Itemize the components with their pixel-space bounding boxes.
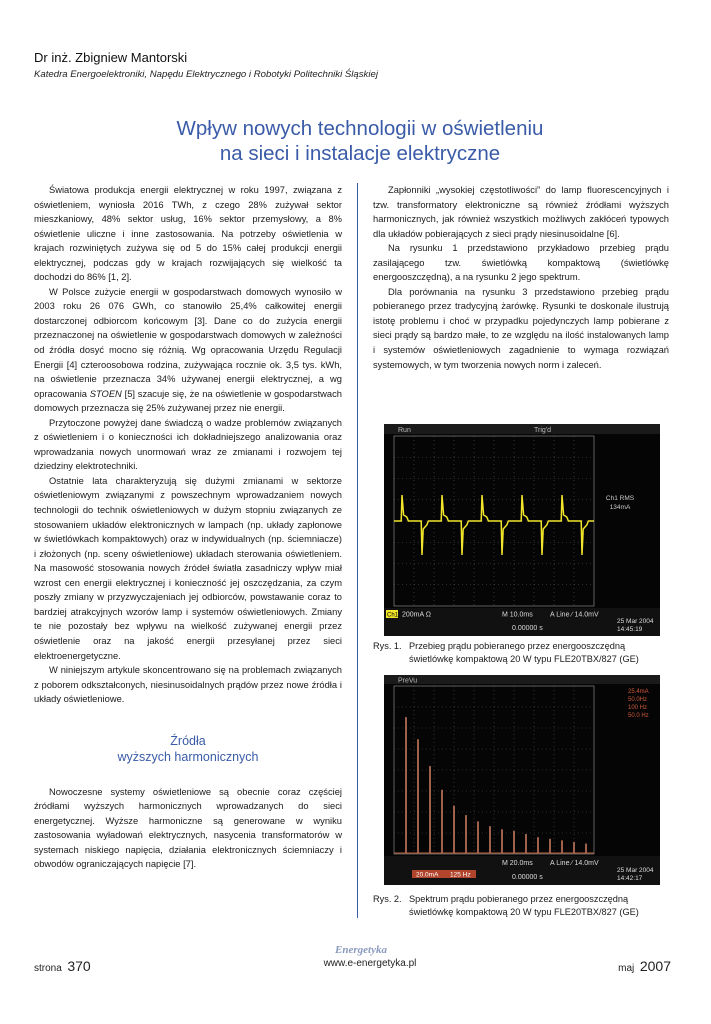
paragraph-3: Przytoczone powyżej dane świadczą o wadze problemów związanych z oświetleniem i o konieczności ich dokładniejszego analizowania oraz wprowadzania nowych unormowań wraz ze zmianami i rozwojem tej dziedziny elektrotechniki. bbox=[34, 417, 342, 472]
fig2-readout-1: 25.4mA bbox=[628, 689, 649, 695]
fig1-channel-scale: 200mA Ω bbox=[402, 611, 431, 619]
logo-text: Energetyka bbox=[335, 944, 387, 956]
fig1-channel-label: Ch1 bbox=[387, 612, 399, 619]
author-affiliation: Katedra Energoelektroniki, Napędu Elektrycznego i Robotyki Politechniki Śląskiej bbox=[34, 69, 378, 80]
fig1-caption-line-1: Przebieg prądu pobieranego przez energooszczędną bbox=[409, 641, 626, 651]
fig1-offset: 0.00000 s bbox=[512, 625, 543, 632]
paragraph-1: Światowa produkcja energii elektrycznej w roku 1997, związana z oświetleniem, wyniosła 2016 TWh, z czego 28% zużywał sektor mieszkaniowy, 48% sektor usług, 16% sektor przemysłowy, a 8% oświetlenie uliczne i inne zastosowania. Na potrzeby oświetlenia w krajach rozwiniętych zużywa się od 5 do 15% całej produkcji energii elektrycznej, podczas gdy w krajach rozwijających się wielkość ta dochodzi do 86% [1, 2]. bbox=[34, 185, 342, 283]
fig1-status-trig: Trig'd bbox=[534, 427, 552, 434]
footer-url[interactable]: www.e-energetyka.pl bbox=[323, 958, 417, 969]
figure-2-spectrum bbox=[384, 675, 660, 885]
fig2-status-prevu: PreVu bbox=[398, 677, 418, 685]
column-left bbox=[34, 183, 342, 872]
fig2-readout-2: 50.0Hz bbox=[628, 697, 648, 703]
fig1-caption-label: Rys. 1. bbox=[373, 641, 402, 651]
fig1-status-run: Run bbox=[398, 427, 411, 434]
paragraph-2-text-b: [5] szacuje się, że na oświetlenie w gospodarstwach domowych przeznacza się 25% zużywanej przez nie energii. bbox=[34, 388, 342, 414]
column-right bbox=[373, 183, 669, 372]
issue-month: maj bbox=[618, 963, 635, 974]
column-divider bbox=[357, 183, 358, 918]
author-name: Dr inż. Zbigniew Mantorski bbox=[34, 50, 188, 65]
fig2-caption-line-2: świetlówkę kompaktową 20 W typu FLE20TBX/827 (GE) bbox=[409, 906, 639, 917]
figure-2-caption bbox=[373, 893, 673, 918]
section-heading bbox=[34, 733, 342, 765]
fig1-time: 14:45:19 bbox=[617, 626, 643, 633]
fig1-caption-line-2: świetlówkę kompaktową 20 W typu FLE20TBX/827 (GE) bbox=[409, 653, 639, 664]
fig1-meas-label: Ch1 RMS bbox=[605, 495, 635, 502]
section-heading-line-2: wyższych harmonicznych bbox=[117, 749, 259, 764]
article-title bbox=[60, 116, 660, 166]
section-heading-line-1: Źródła bbox=[170, 733, 206, 748]
fig2-time: 14:42:17 bbox=[617, 875, 643, 882]
fig2-date: 25 Mar 2004 bbox=[617, 867, 654, 874]
paragraph-6: Nowoczesne systemy oświetleniowe są obecnie coraz częściej źródłami wyższych harmonicznych wprowadzanych do sieci energetycznej. Wyższe harmoniczne są generowane w wyniku zastosowania wyładowań elektrycznych, nasycenia transformatorów w systemach niskiego napięcia, działania elektronicznych ściemniaczy i obwodów ograniczających napięcie [7]. bbox=[34, 786, 342, 870]
fig2-timebase: M 20.0ms bbox=[502, 860, 533, 867]
fig2-caption-label: Rys. 2. bbox=[373, 894, 402, 904]
fig2-trigger: A Line ∕ 14.0mV bbox=[550, 860, 599, 867]
footer-page bbox=[34, 958, 91, 974]
paragraph-4: Ostatnie lata charakteryzują się dużymi zmianami w sektorze oświetleniowym związanymi z powszechnym wprowadzaniem nowych technologii do technik oświetleniowych w dużym stopniu związanych ze stosowaniem układów elektronicznych w lampach (np. układy zapłonowe w świetlówkach kompaktowych) oraz w indywidualnych (np. ściemniacze) i złożonych (np. sceny oświetleniowe) układach sterowania oświetleniem. Na masowość stosowania nowych źródeł światła zasadniczy wpływ miał wzrost cen energii elektrycznej i konieczność jej oszczędzania, za czym poszły zmiany w przyzwyczajeniach jej odbiorców, powstawanie coraz to bardziej atrakcyjnych wzorów lamp i systemów oświetleniowych. Zmiany te nie pozostały bez wpływu na wielkość zużywanej energii przez oświetlenie oraz na jakość energii przesyłanej przez sieci elektroenergetyczne. bbox=[34, 475, 342, 661]
energetyka-logo bbox=[333, 940, 389, 958]
figure-1-caption bbox=[373, 640, 673, 665]
paragraph-r3: Dla porównania na rysunku 3 przedstawiono przebieg prądu pobieranego przez tradycyjną żarówkę. Rysunki te doskonale ilustrują istotę problemu i choć w przypadku pojedynczych lamp pobierane z sieci prądy są bardzo małe, to ze względu na ilość instalowanych lamp i systemów oświetleniowych zagadnienie to wymaga rozwiązań systemowych, w tym tworzenia nowych norm i zaleceń. bbox=[373, 286, 669, 370]
fig2-channel-scale: 20.0mA bbox=[416, 871, 439, 879]
fig2-readout-3: 100 Hz bbox=[628, 705, 648, 711]
fig1-meas-value: 134mA bbox=[609, 504, 631, 511]
fig1-timebase: M 10.0ms bbox=[502, 611, 533, 619]
stoen-emphasis: STOEN bbox=[89, 388, 122, 399]
issue-year: 2007 bbox=[639, 958, 671, 974]
page-number: 370 bbox=[67, 958, 91, 974]
paragraph-r2: Na rysunku 1 przedstawiono przykładowo przebieg prądu zasilającego tzw. świetlówką kompaktową (świetlówkę energooszczędną), a na rysunku 2 jego spektrum. bbox=[373, 243, 669, 283]
fig1-date: 25 Mar 2004 bbox=[617, 618, 654, 625]
fig2-freq-scale: 125 Hz bbox=[450, 871, 471, 879]
page-label: strona bbox=[34, 963, 62, 974]
fig2-caption-line-1: Spektrum prądu pobieranego przez energooszczędną bbox=[409, 894, 629, 904]
title-line-1: Wpływ nowych technologii w oświetleniu bbox=[176, 117, 544, 140]
paragraph-2-text-a: W Polsce zużycie energii w gospodarstwach domowych wynosiło w 2003 roku 26 076 GWh, co stanowiło 25,4% całkowitej energii dostarczonej odbiorcom końcowym [3]. Dane co do zużycia energii przeznaczonej na oświetlenie w gospodarstwach domowych w zależności od źródła dosyć mocno się różnią. Wg opracowania Urzędu Regulacji Energii [4] czteroosobowa rodzina, zużywająca rocznie ok. 3,5 tys. kWh, na oświetlenie przeznacza 34% używanej energii elektrycznej, a wg opracowania bbox=[34, 286, 342, 399]
fig2-readout-4: 50.0 Hz bbox=[628, 713, 649, 719]
footer-date bbox=[618, 958, 671, 974]
paragraph-r1: Zapłonniki „wysokiej częstotliwości” do lamp fluorescencyjnych i tzw. transformatory elektroniczne są również źródłami wyższych harmonicznych, jak również wszystkich możliwych zakłóceń typowych dla układów pobierających z sieci prądy niesinusoidalne [6]. bbox=[373, 185, 669, 239]
title-line-2: na sieci i instalacje elektryczne bbox=[219, 142, 501, 165]
fig1-trigger: A Line ∕ 14.0mV bbox=[550, 611, 599, 619]
figure-1-oscilloscope bbox=[384, 424, 660, 636]
paragraph-2 bbox=[34, 285, 342, 416]
fig2-offset: 0.00000 s bbox=[512, 874, 543, 881]
paragraph-5: W niniejszym artykule skoncentrowano się na problemach związanych z poborem odkształconych, niesinusoidalnych prądów przez nowe źródła i układy oświetleniowe. bbox=[34, 665, 342, 705]
